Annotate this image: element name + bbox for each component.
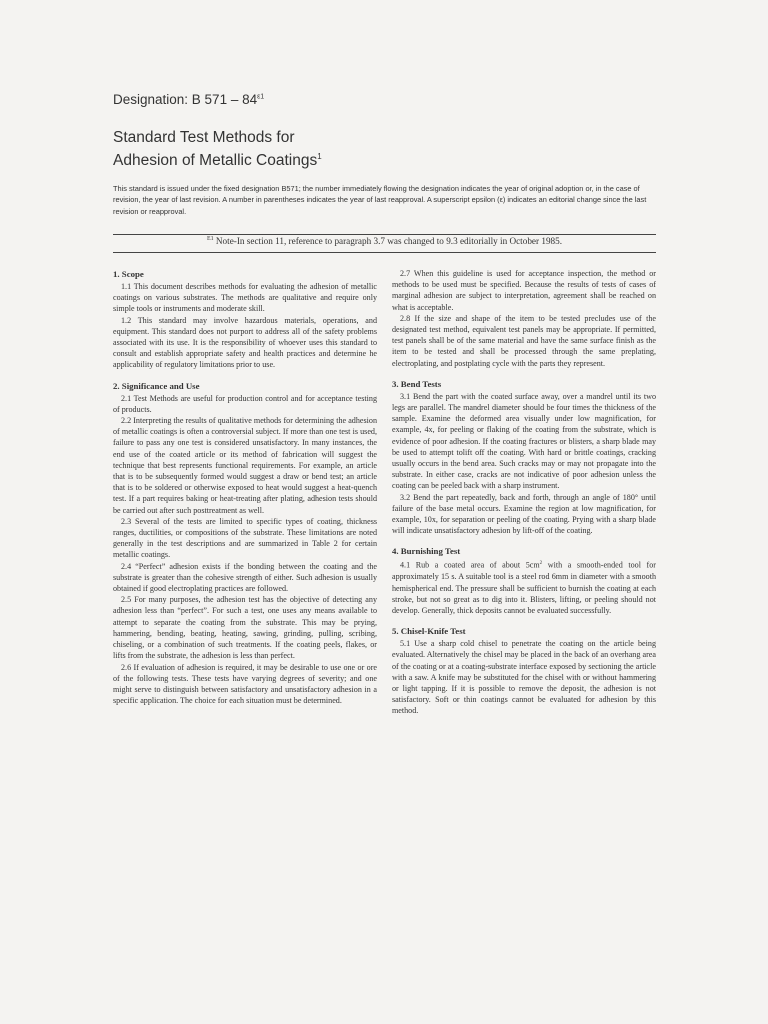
section-1-heading: 1. Scope <box>113 269 144 279</box>
paragraph-2-4: 2.4 “Perfect” adhesion exists if the bonding between the coating and the substrate is greater than the cohesive strength of either. Such adhesion is usually obtained if good electroplating practices are followed. <box>113 561 377 594</box>
paragraph-1-1: 1.1 This document describes methods for evaluating the adhesion of metallic coatings on various substrates. The methods are qualitative and require only simple tools or instruments and moderate skill. <box>113 282 377 314</box>
section-4-heading: 4. Burnishing Test <box>392 546 461 557</box>
editorial-note-mark: E1 <box>206 236 214 242</box>
paragraph-3-2: 3.2 Bend the part repeatedly, back and forth, through an angle of 180° until failure of the base metal occurs. Examine the region at low magnification, for example, 10x, for separation or peeling of the coating. Prying with a sharp blade will indicate unsatisfactory adhesion by lift-off of the coating. <box>392 492 656 536</box>
designation-superscript: ε1 <box>257 93 265 101</box>
paragraph-2-8: 2.8 If the size and shape of the item to be tested precludes use of the designated test method, equivalent test panels may be appropriate. If permitted, test panels shall be of the same material and have the same surface finish as the item to be tested and shall be processed through the same preplating, electroplating, and postplating cycle with the parts they represent. <box>392 313 656 368</box>
paragraph-2-7: 2.7 When this guideline is used for acceptance inspection, the method or methods to be used must be specified. Because the results of tests of cases of marginal adhesion are subject to interpretation, agreement shall be reached on what is acceptable. <box>392 269 656 312</box>
note-top-rule <box>113 234 656 235</box>
title-footnote-mark: 1 <box>317 152 322 161</box>
paragraph-1-2: 1.2 This standard may involve hazardous materials, operations, and equipment. This standard does not purport to address all of the safety problems associated with its use. It is the responsibility of whoever uses this standard to consult and establish appropriate safety and health practices and determine he applicability of regulatory limitations prior to use. <box>113 315 377 370</box>
paragraph-5-1: 5.1 Use a sharp cold chisel to penetrate the coating on the article being evaluated. Alternatively the chisel may be placed in the back of an overhang area of the coating or at a coating-substrate interface exposed by sectioning the article with a saw. A knife may be substituted for the chisel with or without hammering or light tapping. If it is possible to remove the deposit, the adhesion is not satisfactory. Soft or thin coatings cannot be evaluated for adhesion by this method. <box>392 639 656 716</box>
title-line-2: Adhesion of Metallic Coatings$^1$ <box>113 152 322 170</box>
paragraph-2-3: 2.3 Several of the tests are limited to specific types of coating, thickness ranges, ductilities, or compositions of the substrate. These limitations are noted generally in the test descriptions and are summarized in Table 2 for certain metallic coatings. <box>113 516 377 560</box>
standard-notice: This standard is issued under the fixed designation B571; the number immediately flowing the designation indicates the year of original adoption or, in the case of revision, the year of last revision. A number in parentheses indicates the year of last reapproval. A superscript epsilon (ε) indicates an editorial change since the last revision or reapproval. <box>113 184 647 216</box>
section-2-heading: 2. Significance and Use <box>113 380 200 391</box>
note-bottom-rule <box>113 252 656 253</box>
paragraph-4-1: 4.1 Rub a coated area of about $5cm^2$ with a smooth-ended tool for approximately 15 s. A suitable tool is a steel rod 6mm in diameter with a smooth hemispherical end. The pressure shall be sufficient to burnish the coating at each stroke, but not so great as to dig into it. Blisters, lifting, or peeling should not develop. Generally, thick deposits cannot be evaluated successfully. <box>392 561 656 615</box>
document-title <box>113 128 322 170</box>
section-3-heading: 3. Bend Tests <box>392 378 442 389</box>
designation: Designation: B $571 - 84^{\varepsilon 1}$ <box>113 92 265 107</box>
title-line-1: Standard Test Methods for <box>113 129 295 146</box>
editorial-note: $^{E1}$ Note-In section 11, reference to paragraph 3.7 was changed to 9.3 editorially in October 1985. <box>206 236 563 247</box>
paragraph-2-2: 2.2 Interpreting the results of qualitative methods for determining the adhesion of metallic coatings is often a controversial subject. If more than one test is used, failure to pass any one test is considered unsatisfactory. In many instances, the end use of the coated article or its method of fabrication will suggest the technique that best represents functional requirements. For example, an article that is to be subsequently formed would suggest a draw or bend test; an article that is to be soldered or otherwise exposed to heat would suggest a heat-quench test. If a part requires baking or heat-treating after plating, adhesion tests should be carried out after such posttreatment as well. <box>113 416 377 515</box>
right-column <box>392 268 656 717</box>
left-column <box>113 268 377 706</box>
paragraph-2-5: 2.5 For many purposes, the adhesion test has the objective of detecting any adhesion less than “perfect”. For such a test, one uses any means available to attempt to separate the coating from the substrate. This may be prying, hammering, bending, beating, heating, sawing, grinding, pulling, scribing, chiseling, or a combination of such treatments. If the coating peels, flakes, or lifts from the substrate, the adhesion is less than perfect. <box>113 595 377 661</box>
paragraph-2-6: 2.6 If evaluation of adhesion is required, it may be desirable to use one or ore of the following tests. These tests have varying degrees of severity; and one might serve to distinguish between satisfactory and unsatisfactory adhesion in a specific application. The choice for each situation must be determined. <box>113 662 377 706</box>
section-5-heading: 5. Chisel-Knife Test <box>392 626 466 637</box>
paragraph-3-1: 3.1 Bend the part with the coated surface away, over a mandrel until its two legs are parallel. The mandrel diameter should be four times the thickness of the sample. Examine the deformed area visually under low magnification, for example, 4x, for peeling or flaking of the coating from the substrate, which is evidence of poor adhesion. If the coating fractures or blisters, a sharp blade may be used to attempt tolift off the coating. With hard or brittle coatings, cracking usually occurs in the bend area. Such cracks may or may not propagate into the substrate. In either case, cracks are not indicative of poor adhesion unless the coating can be peeled back with a sharp instrument. <box>392 391 656 491</box>
paragraph-2-1: 2.1 Test Methods are useful for production control and for acceptance testing of products. <box>113 393 377 414</box>
